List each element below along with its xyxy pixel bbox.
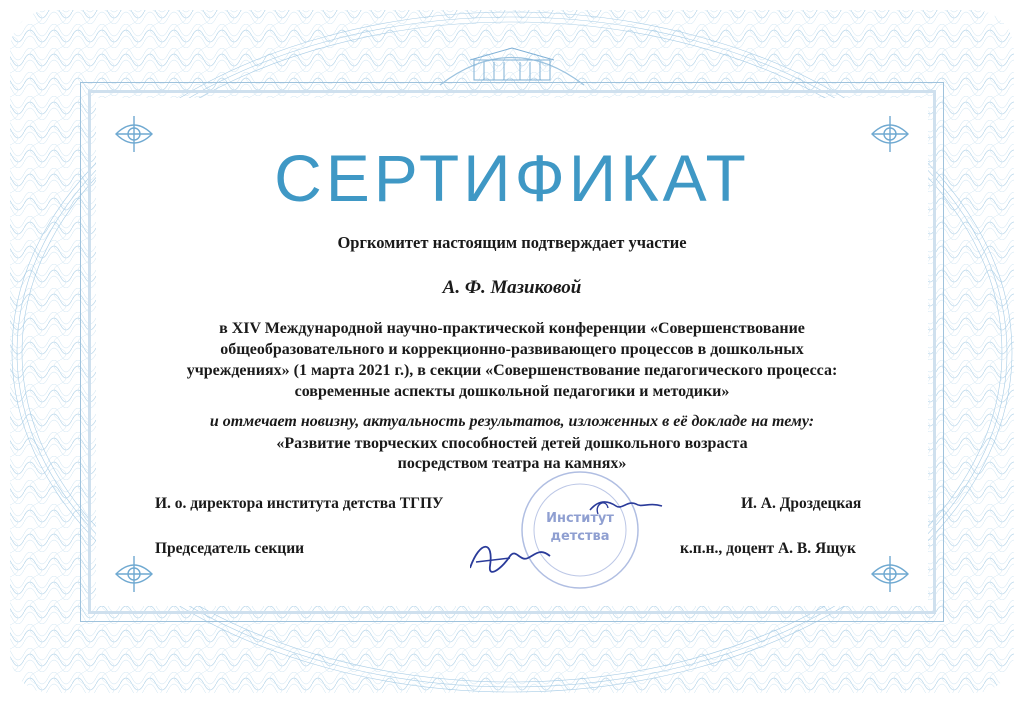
corner-ornament-icon [112,552,156,596]
certificate-title: СЕРТИФИКАТ [274,141,750,215]
building-emblem-icon [430,30,594,90]
director-name: И. А. Дроздецкая [741,495,862,512]
note-text: и отмечает новизну, актуальность результатов, изложенных в её докладе на тему: [209,413,815,430]
topic-line: «Развитие творческих способностей детей дошкольного возраста [276,435,748,452]
stamp-text: Институт [546,511,614,526]
conference-line: учреждениях» (1 марта 2021 г.), в секции «Совершенствование педагогического процесса: [186,362,838,379]
chair-name: к.п.н., доцент А. В. Ящук [680,540,856,557]
corner-ornament-icon [868,552,912,596]
conference-line: современные аспекты дошкольной педагогики и методики» [294,383,730,400]
conference-line: общеобразовательного и коррекционно-развивающего процессов в дошкольных [220,341,804,358]
conference-description [0,318,1024,402]
chair-title: Председатель секции [155,540,305,557]
official-stamp-icon [470,470,670,600]
stamp-text: детства [550,529,610,544]
director-title: И. о. директора института детства ТГПУ [155,495,444,512]
topic-line: посредством театра на камнях» [397,455,627,472]
conference-line: в XIV Международной научно-практической конференции «Совершенствование [219,320,805,337]
recipient-name: А. Ф. Мазиковой [442,277,582,298]
intro-text: Оргкомитет настоящим подтверждает участие [337,233,687,252]
report-topic [0,434,1024,474]
